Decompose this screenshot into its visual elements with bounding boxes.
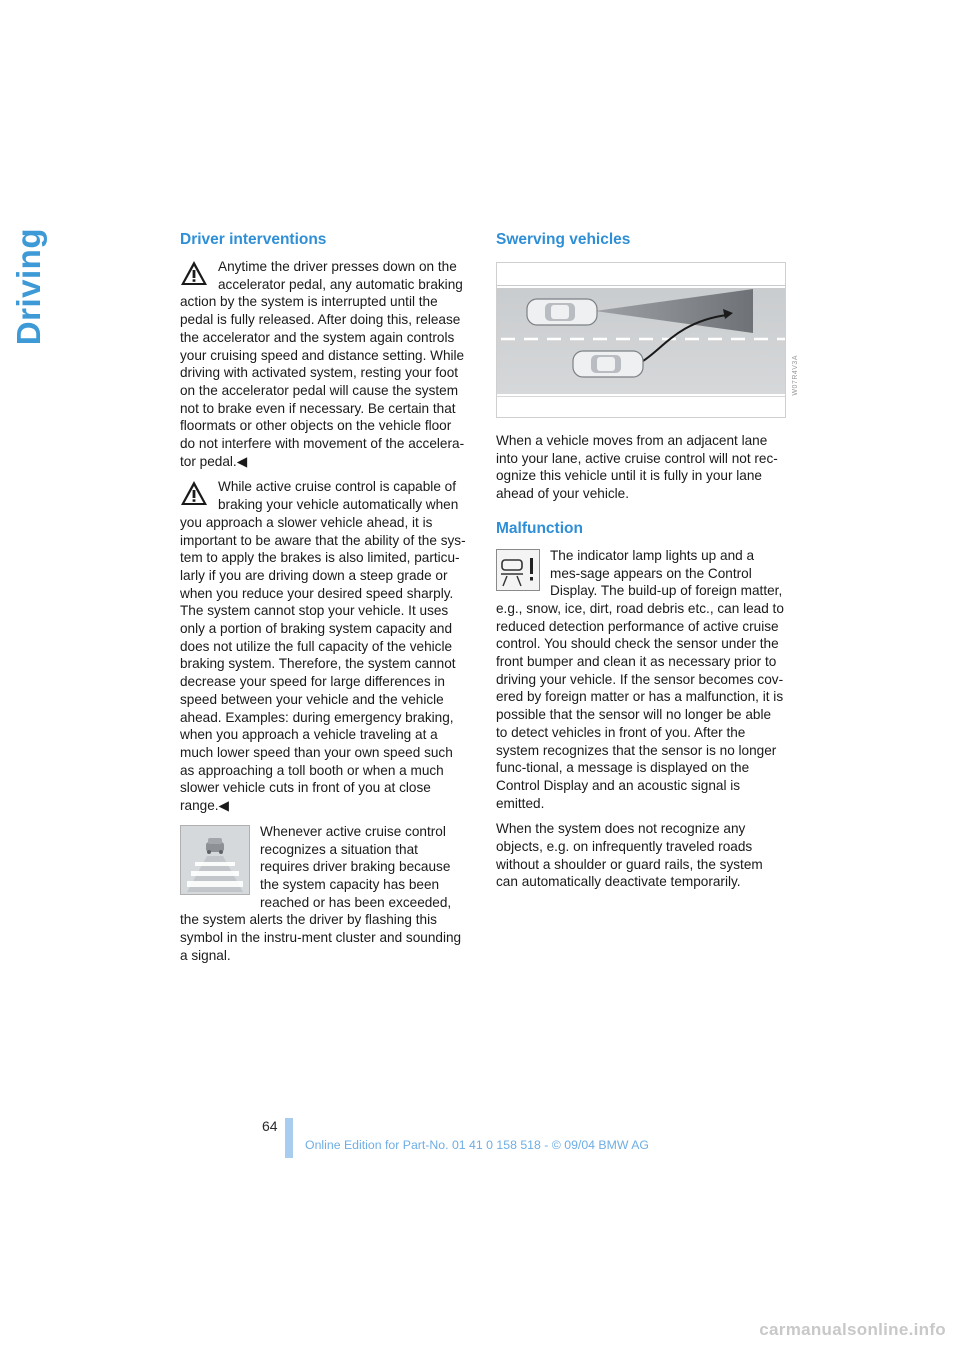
section-tab-label: Driving [10, 228, 47, 346]
section-tab [10, 228, 162, 346]
warning-triangle-icon [180, 260, 208, 286]
right-column [496, 230, 786, 899]
swerving-paragraph: When a vehicle moves from an adjacent lane into your lane, active cruise control will not rec-ognize this vehicle until it is fully in your lane ahead of your vehicle. [496, 433, 778, 502]
footer-bar [285, 1118, 293, 1158]
malfunction-paragraph [496, 547, 786, 813]
edition-note: Online Edition for Part-No. 01 41 0 158 518 - © 09/04 BMW AG [305, 1138, 649, 1152]
driver-braking-alert-symbol-icon [180, 825, 250, 895]
symbol-text: Whenever active cruise control recognizes a situation that requires driver braking because the system capacity has been reached or has been exceeded, the system alerts the driver by flashing this symbol in the instru-ment cluster and sounding a signal. [180, 823, 462, 963]
page-number: 64 [262, 1118, 278, 1134]
end-mark: ◀ [236, 453, 248, 469]
heading-malfunction: Malfunction [496, 519, 583, 537]
end-mark: ◀ [218, 798, 230, 814]
warning-text-1: Anytime the driver presses down on the accelerator pedal, any automatic braking action by the system is interrupted until the pedal is fully released. After doing this, release the accelerator and the system again controls your cruising speed and distance setting. While driving with activated system, resting your foot on the accelerator pedal will cause the system not to brake even if necessary. Be certain that floormats or other objects on the vehicle floor do not interfere with movement of the accelera-tor pedal. [180, 259, 465, 469]
warning-text-2: While active cruise control is capable of braking your vehicle automatically when you approach a slower vehicle ahead, it is important to be aware that the ability of the sys-tem to apply the brakes is also limited, particu-larly if you are driving down a steep grade or when you reduce your desired speed sharply. The system cannot stop your vehicle. It uses only a portion of braking system capacity and does not utilize the full capacity of the vehicle braking system. Therefore, the system cannot decrease your speed for large differences in speed between your vehicle and the vehicle ahead. Examples: during emergency braking, when you approach a vehicle traveling at a much lower speed than your own speed such as approaching a toll booth or when a much slower vehicle cuts in front of you at close range. [180, 479, 466, 814]
warning-paragraph-2 [180, 478, 470, 814]
heading-swerving-vehicles: Swerving vehicles [496, 231, 631, 248]
symbol-paragraph [180, 823, 470, 965]
acc-fault-indicator-icon [496, 549, 540, 591]
swerving-vehicles-illustration [497, 263, 785, 417]
malfunction-text: The indicator lamp lights up and a mes-sage appears on the Control Display. The build-up of foreign matter, e.g., snow, ice, dirt, road debris etc., can lead to reduced detection performance of active cruise control. You should check the sensor under the front bumper and clean it as necessary prior to driving your vehicle. If the sensor becomes cov-ered by foreign matter or has a malfunction, it is possible that the sensor will no longer be able to detect vehicles in front of you. After the system recognizes that the sensor is no longer func-tional, a message is displayed on the Control Display and an acoustic signal is emitted. [496, 547, 784, 811]
swerving-vehicles-figure [496, 262, 786, 418]
heading-driver-interventions: Driver interventions [180, 231, 327, 248]
left-column [180, 230, 470, 972]
swerving-car [573, 351, 643, 377]
figure-code: W07R4V3A [792, 355, 799, 396]
watermark: carmanualsonline.info [759, 1320, 946, 1339]
front-car [527, 299, 597, 325]
warning-paragraph-1 [180, 258, 470, 470]
deactivation-paragraph: When the system does not recognize any objects, e.g. on infrequently traveled roads without a shoulder or guard rails, the system can automatically deactivate temporarily. [496, 821, 763, 890]
warning-triangle-icon [180, 480, 208, 506]
